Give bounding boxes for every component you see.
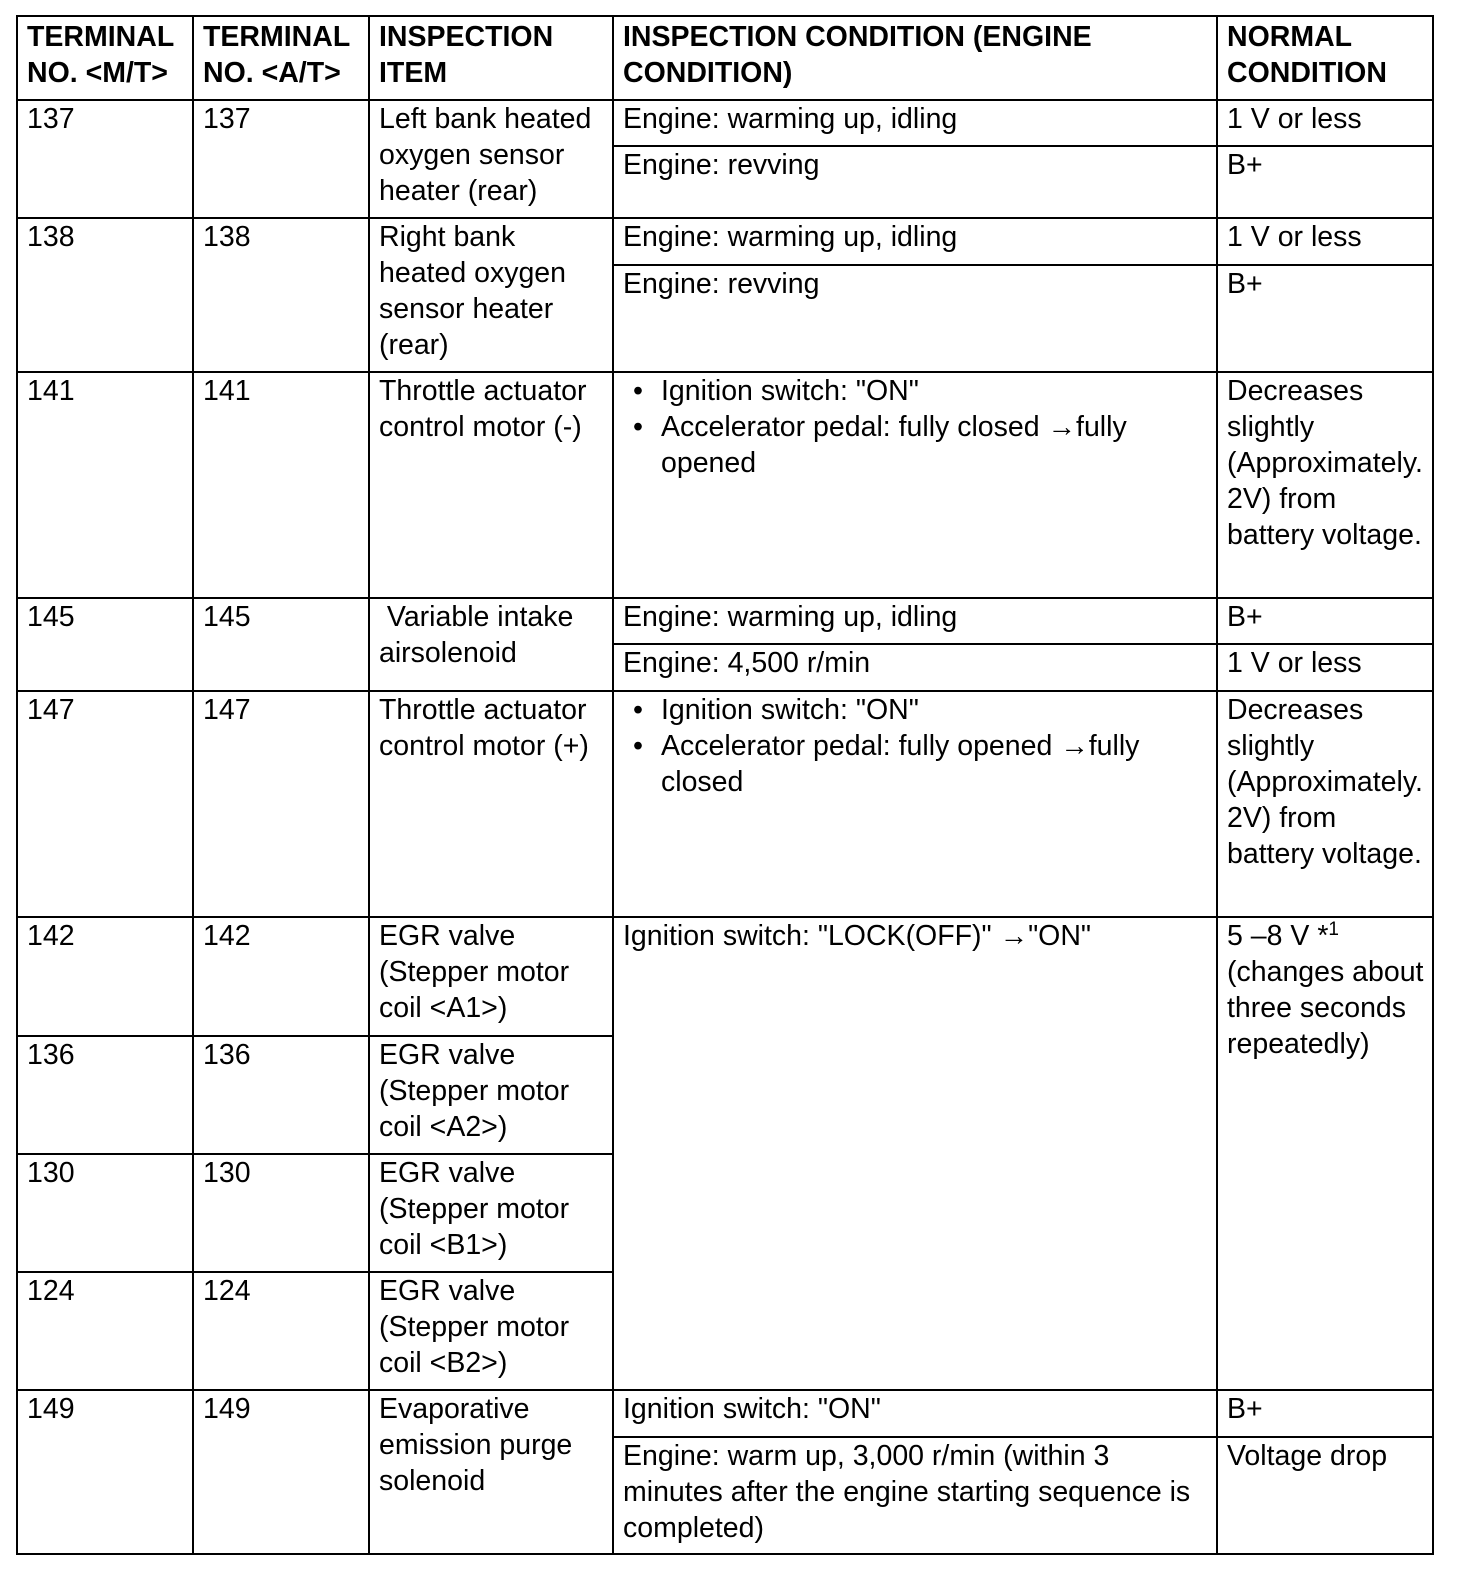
table-row [17, 691, 1433, 917]
condition-cell: Engine: 4,500 r/min [613, 644, 1217, 691]
terminal-mt-cell: 130 [17, 1154, 193, 1272]
header-terminal-at: TERMINAL NO. <A/T> [193, 16, 369, 100]
terminal-inspection-sheet [16, 15, 1434, 1555]
inspection-item-cell: EGR valve (Stepper motor coil <A1>) [369, 917, 613, 1036]
table-row [17, 598, 1433, 644]
condition-bullet: • Accelerator pedal: fully opened →fully closed [623, 728, 1208, 800]
terminal-mt-cell: 141 [17, 372, 193, 598]
condition-bullet-list [623, 692, 1208, 800]
footnote-marker: 1 [1328, 919, 1339, 940]
header-terminal-mt: TERMINAL NO. <M/T> [17, 16, 193, 100]
condition-bullet-list [623, 373, 1208, 481]
terminal-at-cell: 149 [193, 1390, 369, 1554]
inspection-item-cell [369, 598, 613, 691]
normal-note: (changes about three seconds repeatedly) [1227, 956, 1424, 1060]
terminal-mt-cell: 136 [17, 1036, 193, 1154]
terminal-at-cell: 137 [193, 100, 369, 218]
terminal-mt-cell: 145 [17, 598, 193, 691]
normal-cell: 1 V or less [1217, 100, 1433, 146]
terminal-at-cell: 145 [193, 598, 369, 691]
terminal-mt-cell: 124 [17, 1272, 193, 1390]
normal-voltage: 5 –8 V * [1227, 920, 1329, 952]
inspection-item-cell: Evaporative emission purge solenoid [369, 1390, 613, 1554]
terminal-mt-cell: 137 [17, 100, 193, 218]
condition-cell: Engine: warm up, 3,000 r/min (within 3 minutes after the engine starting sequence is completed) [613, 1437, 1217, 1554]
terminal-mt-cell: 149 [17, 1390, 193, 1554]
normal-cell [1217, 917, 1433, 1390]
condition-cell: Engine: warming up, idling [613, 218, 1217, 265]
normal-cell: B+ [1217, 265, 1433, 372]
terminal-at-cell: 130 [193, 1154, 369, 1272]
header-inspection-condition: INSPECTION CONDITION (ENGINE CONDITION) [613, 16, 1217, 100]
normal-cell: B+ [1217, 146, 1433, 218]
condition-cell: Engine: revving [613, 146, 1217, 218]
terminal-at-cell: 142 [193, 917, 369, 1036]
normal-cell: Voltage drop [1217, 1437, 1433, 1554]
normal-cell: 1 V or less [1217, 218, 1433, 265]
terminal-mt-cell: 138 [17, 218, 193, 372]
table-row [17, 917, 1433, 1036]
condition-cell: Ignition switch: "LOCK(OFF)" →"ON" [613, 917, 1217, 1390]
table-row [17, 372, 1433, 598]
inspection-item-cell: EGR valve (Stepper motor coil <B2>) [369, 1272, 613, 1390]
inspection-item-cell: EGR valve (Stepper motor coil <B1>) [369, 1154, 613, 1272]
table-row [17, 218, 1433, 265]
condition-cell [613, 372, 1217, 598]
inspection-item-cell: Throttle actuator control motor (+) [369, 691, 613, 917]
inspection-item-cell: EGR valve (Stepper motor coil <A2>) [369, 1036, 613, 1154]
normal-cell: B+ [1217, 598, 1433, 644]
inspection-item-cell: Left bank heated oxygen sensor heater (rear) [369, 100, 613, 218]
terminal-at-cell: 138 [193, 218, 369, 372]
condition-cell [613, 691, 1217, 917]
terminal-at-cell: 124 [193, 1272, 369, 1390]
terminal-at-cell: 141 [193, 372, 369, 598]
normal-cell: Decreases slightly (Approximately. 2V) from battery voltage. [1217, 372, 1433, 598]
terminal-at-cell: 147 [193, 691, 369, 917]
terminal-at-cell: 136 [193, 1036, 369, 1154]
terminal-inspection-table [16, 15, 1434, 1555]
header-normal-condition: NORMAL CONDITION [1217, 16, 1433, 100]
terminal-mt-cell: 147 [17, 691, 193, 917]
condition-bullet: • Accelerator pedal: fully closed →fully opened [623, 409, 1208, 481]
terminal-mt-cell: 142 [17, 917, 193, 1036]
condition-cell: Ignition switch: "ON" [613, 1390, 1217, 1437]
condition-cell: Engine: warming up, idling [613, 598, 1217, 644]
condition-cell: Engine: warming up, idling [613, 100, 1217, 146]
normal-cell: Decreases slightly (Approximately. 2V) from battery voltage. [1217, 691, 1433, 917]
condition-cell: Engine: revving [613, 265, 1217, 372]
inspection-item-cell: Right bank heated oxygen sensor heater (rear) [369, 218, 613, 372]
inspection-item-text: Variable intake airsolenoid [379, 601, 574, 669]
normal-cell: B+ [1217, 1390, 1433, 1437]
inspection-item-cell: Throttle actuator control motor (-) [369, 372, 613, 598]
table-row [17, 100, 1433, 146]
table-row [17, 1390, 1433, 1437]
condition-bullet: • Ignition switch: "ON" [623, 373, 1208, 409]
header-row [17, 16, 1433, 100]
header-inspection-item: INSPECTION ITEM [369, 16, 613, 100]
normal-cell: 1 V or less [1217, 644, 1433, 691]
condition-bullet: • Ignition switch: "ON" [623, 692, 1208, 728]
